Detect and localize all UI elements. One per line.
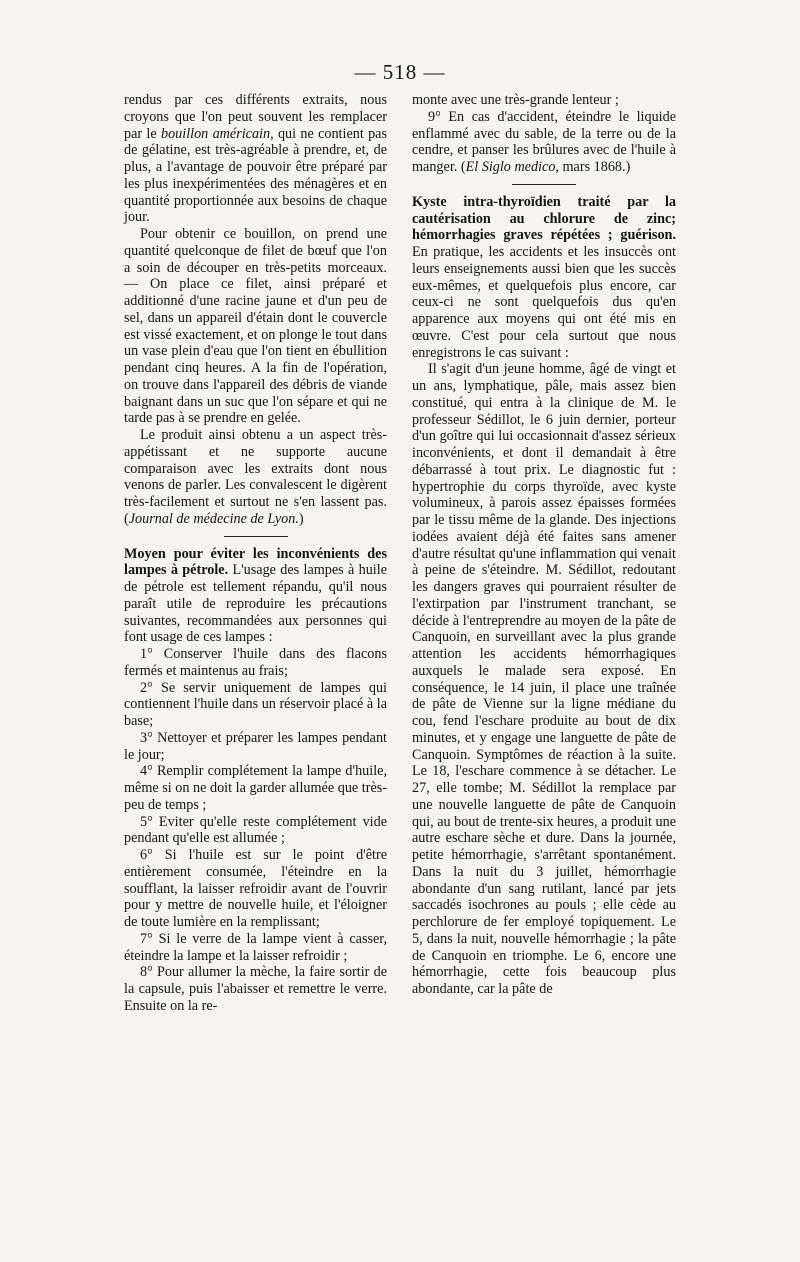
list-item: 1° Conserver l'huile dans des flacons fermés et maintenus au frais; [124,646,387,679]
citation-source: Journal de médecine de Lyon. [128,510,299,527]
section-paragraph [124,546,387,647]
italic-text: bouillon américain, [160,125,274,142]
text-run: qui ne contient pas de gélatine, est très-agréable à prendre, et, de plus, a l'avantage de pouvoir être préparé par les plus inexpérimentées des ménagères et en quantité proportionnée aux besoins de chaque jour. [124,125,387,226]
list-item: 8° Pour allumer la mèche, la faire sortir de la capsule, puis l'abaisser et remettre le verre. Ensuite on la re- [124,964,387,1014]
paragraph: Pour obtenir ce bouillon, on prend une quantité quelconque de filet de bœuf que l'on a soin de découper en très-petits morceaux. — On place ce filet, ainsi préparé et additionné d'une racine jaune et d'un peu de sel, dans un appareil d'étain dont le couvercle est vissé exactement, et on plonge le tout dans un vase plein d'eau que l'on tient en ébullition pendant cinq heures. A la fin de l'opération, on trouve dans l'appareil des débris de viande baignant dans un suc que l'on sépare et qui ne tarde pas à se prendre en gelée. [124,226,387,427]
text-run: ) [298,510,304,527]
list-item: 2° Se servir uniquement de lampes qui contiennent l'huile dans un réservoir placé à la base; [124,679,387,729]
text-run: mars 1868.) [558,159,631,175]
right-column [412,92,676,998]
text-run: Le produit ainsi obtenu a un aspect très-appétissant et ne supporte aucune comparaison avec les extraits dont nous venons de parler. Les convalescent le digèrent très-facilement et surtout ne s'en lassent pas. ( [124,427,387,527]
section-paragraph [412,194,676,362]
section-heading: Kyste intra-thyroïdien traité par la cautérisation au chlorure de zinc; hémorrhagies graves répétées ; guérison. [412,193,676,244]
section-heading: Moyen pour éviter les inconvénients des lampes à pétrole. [124,545,387,579]
paragraph [412,109,676,176]
text-run: En pratique, les accidents et les insuccès ont leurs enseignements aussi bien que les succès eux-mêmes, et quelquefois plus encore, car ceux-ci ne sont quelquefois dus qu'en apparence aux moyens qui ont été mis en œuvre. C'est pour cela surtout que nous enregistrons le cas suivant : [412,244,676,361]
text-run: L'usage des lampes à huile de pétrole est tellement répandu, qu'il nous paraît utile de reproduire les précautions suivantes, recommandées aux personnes qui font usage de ces lampes : [124,562,387,646]
text-run: rendus par ces différents extraits, nous croyons que l'on peut souvent les remplacer par le [124,92,387,142]
list-item: 6° Si l'huile est sur le point d'être entièrement consumée, l'éteindre en la soufflant, la laisser refroidir avant de l'ouvrir pour y mettre de nouvelle huile, et l'éloigner de toute lumière en la remplissant; [124,847,387,930]
paragraph [124,92,387,226]
paragraph: Il s'agit d'un jeune homme, âgé de vingt et un ans, lymphatique, pâle, mais assez bien constitué, qui entra à la clinique de M. le professeur Sédillot, le 6 juin dernier, porteur d'un goître qui lui occasionnait d'assez sérieux inconvénients, et dont il demandait à être débarrassé à tout prix. Le diagnostic fut : hypertrophie du corps thyroïde, avec kyste volumineux, à parois assez épaisses formées par le tissu même de la glande. Des injections iodées avaient déjà été faites sans amener d'autre résultat qu'une inflammation qui venait à peine de s'éteindre. M. Sédillot, redoutant les dangers graves qui pourraient résulter de l'extirpation par l'instrument tranchant, se décide à l'entreprendre au moyen de la pâte de Canquoin, en surveillant avec la plus grande attention les accidents hémorrhagiques auxquels le malade sera exposé. En conséquence, le 14 juin, il place une traînée de pâte de Vienne sur la ligne médiane du cou, fend l'eschare produite au bout de dix minutes, et y engage une languette de pâte de Canquoin. Symptômes de réaction à la suite. Le 18, l'eschare commence à se détacher. Le 27, elle tombe; M. Sédillot la remplace par une nouvelle languette de pâte de Canquoin qui, au bout de trente-six heures, a produit une autre eschare sèche et dure. Dans la journée, petite hémorrhagie, s'arrêtant spontanément. Dans la nuit du 3 juillet, hémorrhagie abondante d'un sang rutilant, lancé par jets saccadés isochrones au pouls ; elle cède au perchlorure de fer employé topiquement. Le 5, dans la nuit, nouvelle hémorrhagie ; la pâte de Canquoin en triomphe. Le 6, encore une hémorrhagie, cette fois beaucoup plus abondante, car la pâte de [412,361,676,997]
list-item: 5° Eviter qu'elle reste complétement vide pendant qu'elle est allumée ; [124,813,387,847]
list-item: 7° Si le verre de la lampe vient à casser, éteindre la lampe et la laisser refroidir ; [124,930,387,964]
section-divider [224,536,288,537]
text-run: 9° En cas d'accident, éteindre le liquide enflammé avec du sable, de la terre ou de la cendre, et panser les brûlures avec de l'huile à manger. ( [412,108,676,175]
page-number: — 518 — [354,60,446,84]
section-divider [512,184,576,185]
paragraph [124,427,387,528]
paragraph: monte avec une très-grande lenteur ; [412,92,619,108]
citation-source: El Siglo medico, [465,159,559,175]
list-item: 4° Remplir complétement la lampe d'huile, même si on ne doit la garder allumée que très-peu de temps ; [124,763,387,813]
left-column [124,92,387,1015]
list-item: 3° Nettoyer et préparer les lampes pendant le jour; [124,729,387,763]
